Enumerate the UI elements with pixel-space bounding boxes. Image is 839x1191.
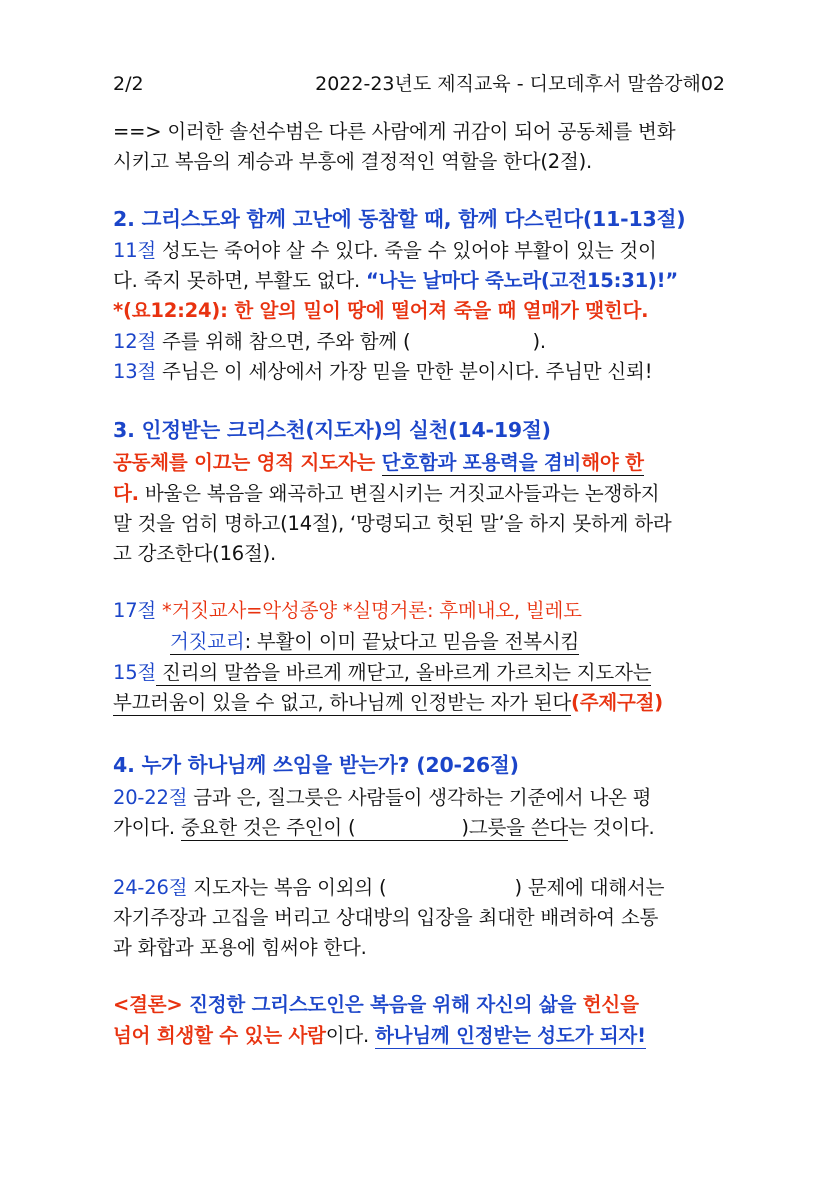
verse-quote: “나는 날마다 죽노라(고전15:31)!” (366, 269, 678, 292)
section-2-heading: 2. 그리스도와 함께 고난에 동참할 때, 함께 다스린다(11-13절) (113, 207, 686, 231)
verse-label: 24-26절 (113, 876, 188, 899)
verse-text: 주님은 이 세상에서 가장 믿을 만한 분이시다. 주님만 신뢰! (156, 360, 653, 383)
conclusion-line-1 (113, 990, 639, 1020)
verse-text: 가이다. (113, 816, 181, 839)
verse-text: 지도자는 복음 이외의 ( (187, 876, 387, 899)
verse-text: 진리의 말씀을 바르게 깨닫고, 올바르게 가르치는 지도자는 (156, 661, 652, 684)
verse-text: 금과 은, 질그릇은 사람들이 생각하는 기준에서 나온 평 (187, 786, 652, 809)
verse-24-line-2: 자기주장과 고집을 버리고 상대방의 입장을 최대한 배려하여 소통 (113, 906, 659, 929)
verse-11-line-1 (113, 236, 657, 266)
document-title: 2022-23년도 제직교육 - 디모데후서 말씀강해02 (315, 73, 725, 95)
verse-label: 20-22절 (113, 786, 188, 809)
verse-15-line-2 (113, 688, 663, 718)
lead-emphasis: 단호함과 포용력을 겸비 (381, 451, 582, 474)
page-number: 2/2 (113, 73, 144, 95)
conclusion-emphasis: 헌신을 (582, 993, 639, 1016)
verse-text: )그릇을 쓴다 (461, 816, 569, 839)
verse-note: *거짓교사=악성종양 *실명거론: 후메내오, 빌레도 (156, 599, 582, 622)
verse-24-line-1 (113, 873, 664, 903)
theme-verse-tag: (주제구절) (571, 691, 663, 714)
verse-label: 17절 (113, 599, 157, 622)
verse-15-line-1 (113, 658, 651, 688)
verse-20-line-1 (113, 783, 651, 813)
section-3-line-3: 말 것을 엄히 명하고(14절), ‘망령되고 헛된 말’을 하지 못하게 하라 (113, 512, 672, 535)
verse-12-line (113, 327, 546, 357)
verse-label: 13절 (113, 360, 157, 383)
section-3-heading: 3. 인정받는 크리스천(지도자)의 실천(14-19절) (113, 418, 551, 442)
john-reference: *(요12:24): 한 알의 밀이 땅에 떨어져 죽을 때 열매가 맺힌다. (113, 299, 649, 322)
verse-text: ). (532, 330, 546, 353)
section-3-line-4: 고 강조한다(16절). (113, 542, 277, 565)
verse-text: 주를 위해 참으면, 주와 함께 ( (156, 330, 411, 353)
verse-13-line (113, 357, 652, 387)
false-doctrine-label: 거짓교리 (170, 630, 245, 653)
conclusion-call: 하나님께 인정받는 성도가 되자! (375, 1024, 646, 1047)
verse-17-line (113, 596, 582, 626)
lead-text: 해야 한 (581, 451, 644, 474)
verse-text: 는 것이다. (568, 816, 655, 839)
verse-20-line-2 (113, 813, 655, 843)
verse-11-line-2 (113, 266, 678, 296)
verse-label: 15절 (113, 661, 157, 684)
section-4-heading: 4. 누가 하나님께 쓰임을 받는가? (20-26절) (113, 753, 519, 777)
verse-text: 중요한 것은 주인이 ( (180, 816, 356, 839)
lead-text: 공동체를 이끄는 영적 지도자는 (113, 451, 382, 474)
conclusion-text: 이다. (325, 1024, 376, 1047)
intro-line-1: ==> 이러한 솔선수범은 다른 사람에게 귀감이 되어 공동체를 변화 (113, 120, 676, 143)
verse-text: ) 문제에 대해서는 (514, 876, 665, 899)
false-doctrine-text: : 부활이 이미 끝났다고 믿음을 전복시킴 (244, 630, 580, 653)
false-doctrine-line (170, 627, 579, 657)
verse-label: 11절 (113, 239, 157, 262)
verse-text: 성도는 죽어야 살 수 있다. 죽을 수 있어야 부활이 있는 것이 (156, 239, 657, 262)
verse-label: 12절 (113, 330, 157, 353)
verse-24-line-3: 과 화합과 포용에 힘써야 한다. (113, 936, 367, 959)
conclusion-line-2 (113, 1021, 646, 1051)
conclusion-text: 진정한 그리스도인은 복음을 위해 자신의 삶을 (182, 993, 583, 1016)
verse-text: 다. 죽지 못하면, 부활도 없다. (113, 269, 366, 292)
lead-text: 다. (113, 482, 139, 505)
section-3-line-2 (113, 479, 659, 509)
intro-line-2: 시키고 복음의 계승과 부흥에 결정적인 역할을 한다(2절). (113, 150, 593, 173)
verse-text: 부끄러움이 있을 수 없고, 하나님께 인정받는 자가 된다 (113, 691, 572, 714)
body-text: 바울은 복음을 왜곡하고 변질시키는 거짓교사들과는 논쟁하지 (138, 482, 660, 505)
conclusion-label: <결론> (113, 993, 183, 1016)
conclusion-emphasis: 넘어 희생할 수 있는 사람 (113, 1024, 326, 1047)
section-3-line-1 (113, 448, 644, 478)
